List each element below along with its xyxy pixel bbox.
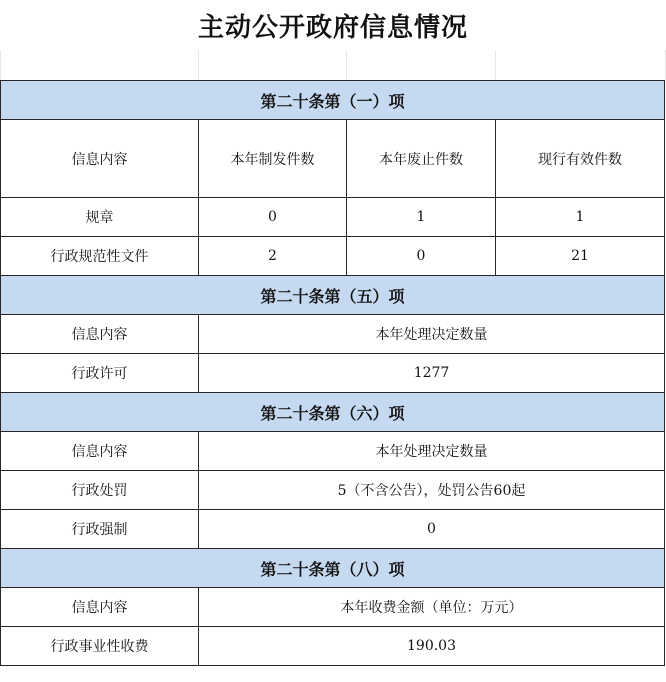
table-row [1,237,665,276]
row-value[interactable]: 5（不含公告），处罚公告60起 [199,471,665,510]
row-value[interactable]: 0 [199,510,665,549]
section-heading[interactable]: 第二十条第（八）项 [1,549,665,588]
section-header-row [1,81,665,120]
column-header-info[interactable]: 信息内容 [1,588,199,627]
empty-cell[interactable] [346,50,496,80]
column-header-value[interactable]: 本年处理决定数量 [199,432,665,471]
row-label[interactable]: 行政规范性文件 [1,237,199,276]
section-heading[interactable]: 第二十条第（五）项 [1,276,665,315]
row-value[interactable]: 190.03 [199,627,665,666]
table-row [1,510,665,549]
empty-cell[interactable] [495,50,666,80]
row-label[interactable]: 行政处罚 [1,471,199,510]
column-header-row [1,315,665,354]
repealed-count[interactable]: 1 [347,198,496,237]
section-heading[interactable]: 第二十条第（一）项 [1,81,665,120]
column-header-row [1,432,665,471]
column-header-valid[interactable]: 现行有效件数 [496,120,665,198]
issued-count[interactable]: 0 [199,198,347,237]
disclosure-table [0,80,665,666]
page-title: 主动公开政府信息情况 [197,12,468,43]
section-header-row [1,549,665,588]
column-header-row [1,120,665,198]
section-header-row [1,276,665,315]
table-row [1,471,665,510]
row-label[interactable]: 规章 [1,198,199,237]
column-header-info[interactable]: 信息内容 [1,120,199,198]
repealed-count[interactable]: 0 [347,237,496,276]
empty-cell[interactable] [0,50,199,80]
table-row [1,198,665,237]
row-label[interactable]: 行政事业性收费 [1,627,199,666]
column-header-repealed[interactable]: 本年废止件数 [347,120,496,198]
column-header-value[interactable]: 本年收费金额（单位：万元） [199,588,665,627]
column-header-value[interactable]: 本年处理决定数量 [199,315,665,354]
column-header-info[interactable]: 信息内容 [1,315,199,354]
issued-count[interactable]: 2 [199,237,347,276]
table-row [1,354,665,393]
empty-spreadsheet-row [0,50,664,80]
column-header-info[interactable]: 信息内容 [1,432,199,471]
column-header-row [1,588,665,627]
section-header-row [1,393,665,432]
section-heading[interactable]: 第二十条第（六）项 [1,393,665,432]
table-row [1,627,665,666]
valid-count[interactable]: 21 [496,237,665,276]
row-value[interactable]: 1277 [199,354,665,393]
valid-count[interactable]: 1 [496,198,665,237]
column-header-issued[interactable]: 本年制发件数 [199,120,347,198]
row-label[interactable]: 行政许可 [1,354,199,393]
row-label[interactable]: 行政强制 [1,510,199,549]
empty-cell[interactable] [198,50,347,80]
